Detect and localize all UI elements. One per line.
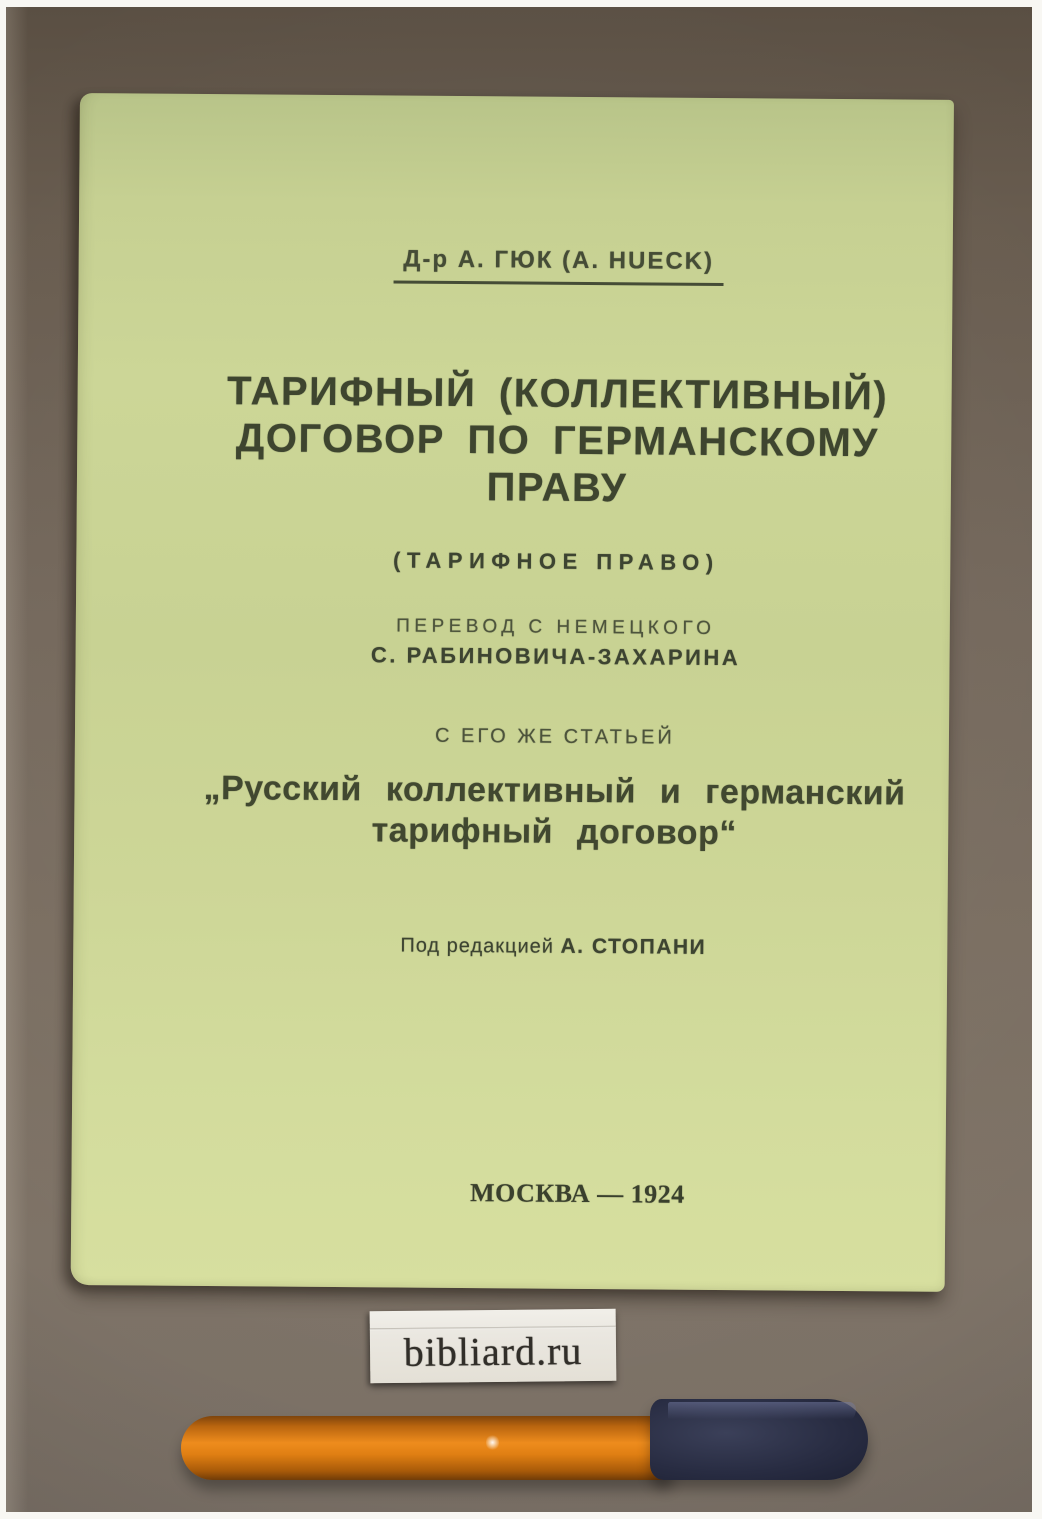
editor-prefix: Под редакцией [400, 934, 555, 958]
book-title [165, 368, 950, 515]
book-cover [71, 93, 954, 1292]
author-line [167, 244, 951, 288]
article-note: С ЕГО ЖЕ СТАТЬЕЙ [435, 724, 675, 749]
author-name: Д-р А. ГЮК (А. HUECK) [393, 245, 724, 286]
pen-cap [650, 1399, 868, 1480]
book-title-line3: ПРАВУ [486, 465, 628, 511]
book-title-line2: ДОГОВОР ПО ГЕРМАНСКОМУ [235, 416, 879, 466]
bookseller-label [370, 1309, 617, 1384]
article-title-line1: „Русский коллективный и германский [203, 768, 906, 813]
article-title [162, 768, 947, 856]
kraft-paper-background [6, 7, 1032, 1512]
article-title-line2: тарифный договор“ [371, 811, 737, 853]
editor-name: А. СТОПАНИ [560, 934, 707, 959]
translation-note: ПЕРЕВОД С НЕМЕЦКОГО [396, 615, 716, 640]
pen-cap-clip [668, 1402, 856, 1424]
bookseller-label-text: bibliard.ru [403, 1328, 583, 1375]
book-subtitle: (ТАРИФНОЕ ПРАВО) [392, 547, 720, 576]
editor-line [161, 932, 945, 962]
book-title-line1: ТАРИФНЫЙ (КОЛЛЕКТИВНЫЙ) [226, 369, 889, 419]
pen-body [181, 1416, 673, 1480]
imprint-city-year: МОСКВА — 1924 [469, 1178, 685, 1209]
translator-name: С. РАБИНОВИЧА-ЗАХАРИНА [370, 642, 741, 671]
